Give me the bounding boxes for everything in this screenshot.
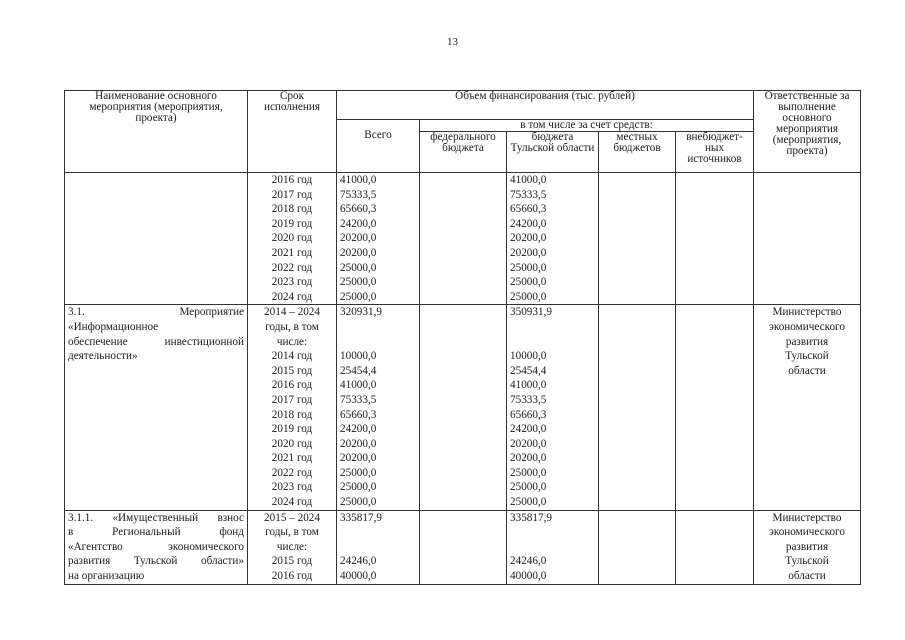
term-cell-line: 2022 год (271, 466, 313, 479)
header-local: местных бюджетов (599, 132, 676, 173)
term-cell-line: 2017 год (271, 188, 313, 201)
regional-cell-line: 20200,0 (510, 232, 547, 245)
regional-cell-line (510, 540, 595, 555)
page-number: 13 (447, 36, 458, 48)
local-cell (599, 173, 676, 305)
term-cell-line: 2016 год (271, 570, 313, 583)
term-cell-line: 2019 год (271, 217, 313, 230)
total-cell-line (340, 540, 416, 555)
total-cell-line: 25454,4 (340, 364, 377, 377)
term-cell-line: годы, в том (265, 526, 319, 539)
term-cell-line: 2014 год (271, 350, 313, 363)
term-cell-line: 2022 год (271, 261, 313, 274)
term-cell-line: 2017 год (271, 393, 313, 406)
term-cell-line: 2016 год (271, 174, 313, 186)
responsible-cell (754, 173, 861, 305)
total-cell-line: 65660,3 (340, 203, 377, 216)
total-cell (337, 305, 420, 510)
total-cell-line: 25000,0 (340, 276, 377, 289)
term-cell-line: 2018 год (271, 408, 313, 421)
total-cell-line: 41000,0 (340, 174, 377, 186)
regional-cell-line: 25000,0 (510, 496, 547, 509)
federal-cell (420, 510, 507, 584)
total-cell-line: 24200,0 (340, 217, 377, 230)
federal-cell (420, 173, 507, 305)
term-cell-line: 2018 год (271, 203, 313, 216)
regional-cell (507, 510, 599, 584)
responsible-cell-line: области (788, 364, 826, 377)
local-cell (599, 510, 676, 584)
term-cell (248, 510, 337, 584)
extra-cell (676, 305, 754, 510)
extra-cell (676, 510, 754, 584)
total-cell-line: 25000,0 (340, 481, 377, 494)
term-cell (248, 173, 337, 305)
responsible-cell-line: развития (785, 335, 829, 348)
term-cell-line: числе: (276, 335, 308, 348)
term-cell-line: 2023 год (271, 481, 313, 494)
term-cell-line: 2015 год (271, 555, 313, 568)
term-cell-line: 2023 год (271, 276, 313, 289)
total-cell-line: 25000,0 (340, 261, 377, 274)
regional-cell-line: 20200,0 (510, 246, 547, 259)
regional-cell-line: 65660,3 (510, 203, 547, 216)
local-cell (599, 305, 676, 510)
term-cell-line: 2024 год (271, 496, 313, 509)
responsible-cell (754, 305, 861, 510)
regional-cell-line: 24200,0 (510, 423, 547, 436)
table-row (65, 510, 861, 584)
total-cell-line: 20200,0 (340, 437, 377, 450)
header-federal: федерального бюджета (420, 132, 507, 173)
header-funding: Объем финансирования (тыс. рублей) (337, 91, 754, 120)
term-cell-line: 2016 год (271, 379, 313, 392)
responsible-cell-line: Тульской (785, 350, 829, 363)
activity-name (65, 305, 248, 510)
extra-cell (676, 173, 754, 305)
responsible-cell-line: области (788, 570, 826, 583)
activity-name (65, 510, 248, 584)
term-cell-line: 2021 год (271, 246, 313, 259)
responsible-cell (754, 510, 861, 584)
regional-cell-line: 20200,0 (510, 437, 547, 450)
activity-name-line: в Региональный фонд (68, 526, 244, 539)
regional-cell-line: 25000,0 (510, 276, 547, 289)
term-cell-line: 2020 год (271, 232, 313, 245)
total-cell-line: 24200,0 (340, 423, 377, 436)
table-row (65, 173, 861, 305)
term-cell-line: 2020 год (271, 437, 313, 450)
total-cell-line: 335817,9 (340, 511, 382, 524)
total-cell-line: 320931,9 (340, 306, 382, 319)
regional-cell-line: 25000,0 (510, 481, 547, 494)
term-cell-line: 2019 год (271, 423, 313, 436)
header-regional: бюджета Тульской области (507, 132, 599, 173)
header-extra: внебюджет-ных источников (676, 132, 754, 173)
responsible-cell-line: Тульской (785, 555, 829, 568)
regional-cell-line: 350931,9 (510, 306, 552, 319)
activity-name-line: обеспечение инвестиционной (68, 335, 244, 348)
regional-cell-line: 41000,0 (510, 379, 547, 392)
total-cell-line: 25000,0 (340, 290, 377, 303)
header-term: Срок исполнения (248, 91, 337, 173)
total-cell-line: 20200,0 (340, 246, 377, 259)
header-name: Наименование основного мероприятия (мероприятия, проекта) (65, 91, 248, 173)
regional-cell (507, 173, 599, 305)
activity-name-line: 3.1.1. «Имущественный взнос (68, 511, 244, 524)
regional-cell-line: 75333,5 (510, 188, 547, 201)
term-cell-line: 2024 год (271, 290, 313, 303)
regional-cell-line: 24246,0 (510, 555, 547, 568)
regional-cell-line: 65660,3 (510, 408, 547, 421)
regional-cell-line: 25000,0 (510, 466, 547, 479)
activity-name (65, 173, 248, 305)
regional-cell-line: 10000,0 (510, 350, 547, 363)
regional-cell-line: 25454,4 (510, 364, 547, 377)
table-row (65, 305, 861, 510)
term-cell-line: годы, в том (265, 320, 319, 333)
total-cell (337, 510, 420, 584)
total-cell-line: 10000,0 (340, 350, 377, 363)
header-responsible: Ответственные за выполнение основного мероприятия (мероприятия, проекта) (754, 91, 861, 173)
regional-cell-line: 20200,0 (510, 452, 547, 465)
activity-name-line: деятельности» (68, 350, 138, 363)
term-cell-line: 2014 – 2024 (264, 306, 320, 319)
regional-cell-line: 25000,0 (510, 290, 547, 303)
total-cell-line: 75333,5 (340, 188, 377, 201)
term-cell-line: 2015 – 2024 (264, 511, 320, 524)
responsible-cell-line: развития (785, 540, 829, 553)
total-cell (337, 173, 420, 305)
regional-cell-line: 41000,0 (510, 174, 547, 186)
total-cell-line: 25000,0 (340, 496, 377, 509)
total-cell-line: 20200,0 (340, 452, 377, 465)
regional-cell-line (510, 525, 595, 540)
activity-name-line: развития Тульской области» (68, 555, 244, 568)
term-cell (248, 305, 337, 510)
activity-name-line: «Агентство экономического (68, 540, 244, 553)
term-cell-line: 2021 год (271, 452, 313, 465)
responsible-cell-line: Министерство (772, 511, 842, 524)
total-cell-line: 75333,5 (340, 393, 377, 406)
funding-table (64, 90, 861, 585)
activity-name-line: на организацию (68, 570, 145, 583)
total-cell-line: 65660,3 (340, 408, 377, 421)
federal-cell (420, 305, 507, 510)
term-cell-line: 2015 год (271, 364, 313, 377)
activity-name-line: «Информационное (68, 320, 159, 333)
total-cell-line: 40000,0 (340, 570, 377, 583)
total-cell-line (340, 320, 416, 335)
regional-cell-line: 75333,5 (510, 393, 547, 406)
regional-cell-line (510, 335, 595, 350)
regional-cell-line: 335817,9 (510, 511, 552, 524)
header-including: в том числе за счет средств: (420, 120, 754, 132)
regional-cell-line: 40000,0 (510, 570, 547, 583)
term-cell-line: числе: (276, 540, 308, 553)
responsible-cell-line: экономического (769, 526, 845, 539)
regional-cell-line: 24200,0 (510, 217, 547, 230)
responsible-cell-line: экономического (769, 320, 845, 333)
regional-cell-line: 25000,0 (510, 261, 547, 274)
total-cell-line: 24246,0 (340, 555, 377, 568)
total-cell-line: 41000,0 (340, 379, 377, 392)
total-cell-line: 20200,0 (340, 232, 377, 245)
responsible-cell-line: Министерство (772, 306, 842, 319)
activity-name-line: 3.1. Мероприятие (68, 306, 244, 319)
total-cell-line (340, 335, 416, 350)
total-cell-line (340, 525, 416, 540)
regional-cell-line (510, 320, 595, 335)
header-total: Всего (337, 120, 420, 173)
total-cell-line: 25000,0 (340, 466, 377, 479)
regional-cell (507, 305, 599, 510)
